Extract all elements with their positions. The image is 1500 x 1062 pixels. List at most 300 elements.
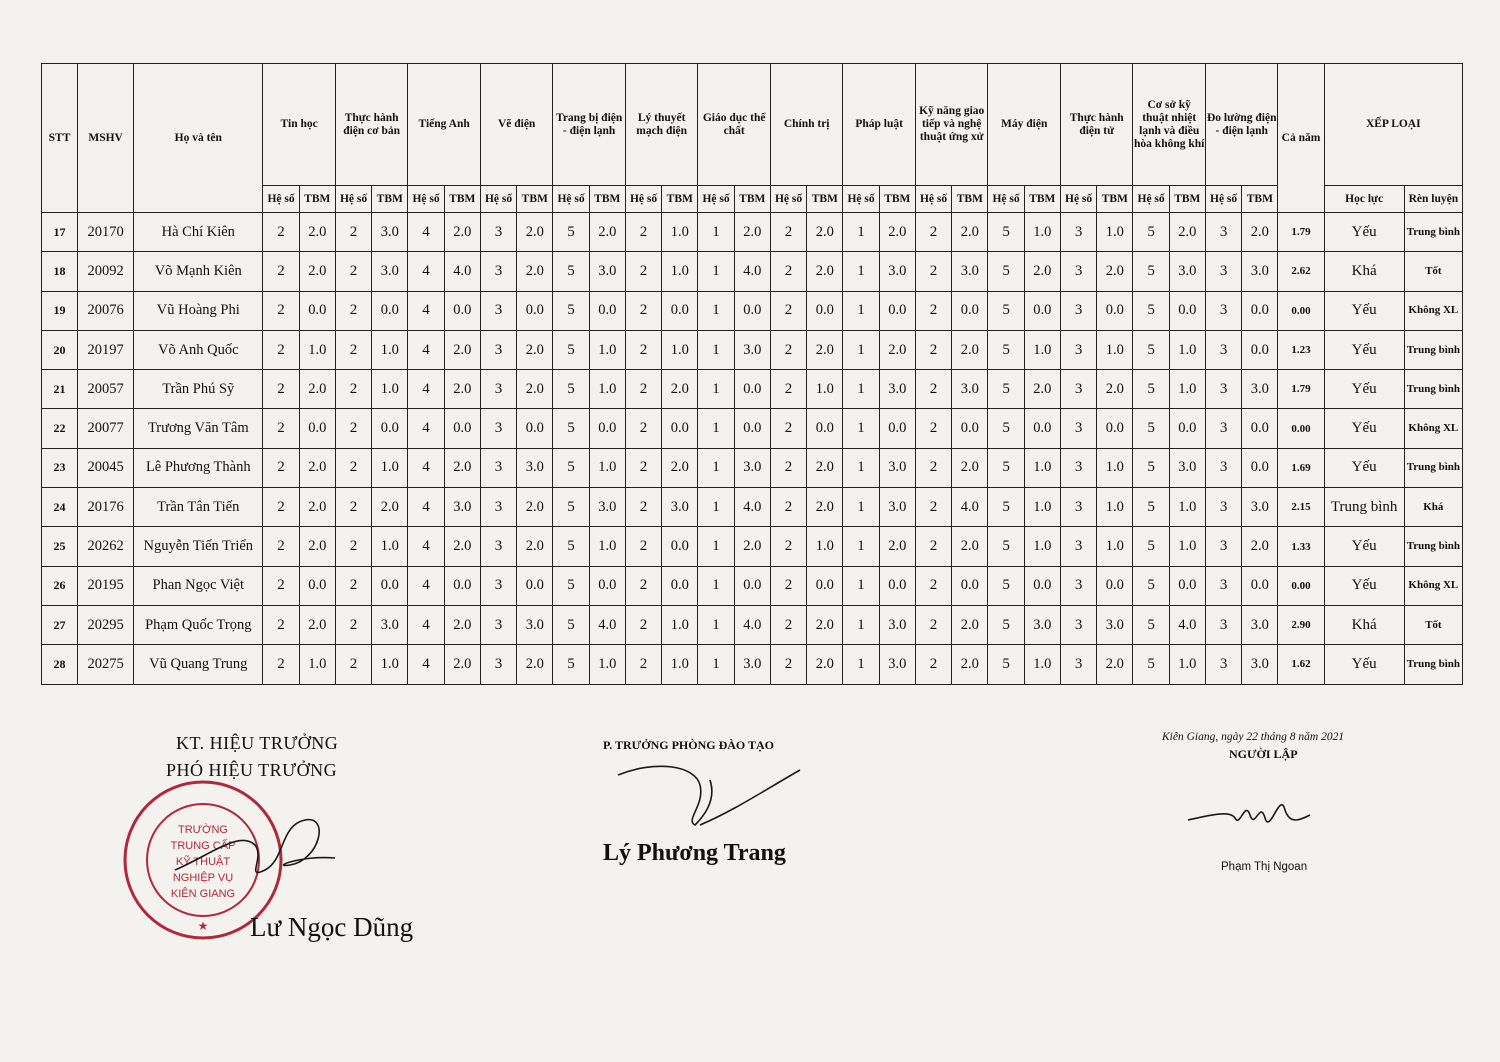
coef-cell: 2 — [770, 448, 806, 487]
coef-cell: 2 — [263, 645, 299, 684]
coef-cell: 2 — [625, 605, 661, 644]
tbm-cell: 0.0 — [734, 409, 770, 448]
subject-header: Thực hành điện cơ bản — [335, 64, 408, 186]
table-row — [42, 566, 1463, 605]
tbm-cell: 2.0 — [807, 330, 843, 369]
tbm-cell: 1.0 — [299, 330, 335, 369]
year-avg-cell: 1.79 — [1278, 213, 1324, 252]
name-cell: Trần Tân Tiến — [134, 488, 263, 527]
col-rank: XẾP LOẠI — [1324, 64, 1462, 186]
tbm-cell: 1.0 — [1169, 645, 1205, 684]
coef-cell: 1 — [698, 291, 734, 330]
subject-header: Tiếng Anh — [408, 64, 481, 186]
tbm-cell: 2.0 — [807, 448, 843, 487]
tbm-cell: 3.0 — [1242, 645, 1278, 684]
tbm-cell: 2.0 — [1169, 213, 1205, 252]
hoc-luc-cell: Khá — [1324, 252, 1404, 291]
coef-cell: 3 — [480, 252, 516, 291]
col-mshv: MSHV — [78, 64, 134, 213]
name-cell: Trần Phú Sỹ — [134, 370, 263, 409]
tbm-cell: 0.0 — [734, 291, 770, 330]
name-cell: Phan Ngọc Việt — [134, 566, 263, 605]
tbm-cell: 0.0 — [879, 566, 915, 605]
tbm-cell: 0.0 — [1242, 291, 1278, 330]
mshv-cell: 20195 — [78, 566, 134, 605]
coef-cell: 3 — [1205, 252, 1241, 291]
tbm-header: TBM — [444, 186, 480, 213]
tbm-cell: 1.0 — [372, 645, 408, 684]
tbm-cell: 1.0 — [589, 448, 625, 487]
coef-cell: 1 — [698, 409, 734, 448]
tbm-header: TBM — [517, 186, 553, 213]
coef-cell: 5 — [553, 645, 589, 684]
tbm-cell: 2.0 — [299, 252, 335, 291]
year-avg-cell: 0.00 — [1278, 409, 1324, 448]
coef-cell: 2 — [915, 566, 951, 605]
coef-cell: 3 — [1060, 252, 1096, 291]
coef-cell: 2 — [335, 566, 371, 605]
col-stt: STT — [42, 64, 78, 213]
name-cell: Nguyễn Tiến Triển — [134, 527, 263, 566]
tbm-cell: 3.0 — [879, 448, 915, 487]
mshv-cell: 20057 — [78, 370, 134, 409]
coef-cell: 2 — [625, 527, 661, 566]
tbm-cell: 2.0 — [952, 330, 988, 369]
tbm-cell: 1.0 — [1097, 488, 1133, 527]
hoc-luc-cell: Yếu — [1324, 645, 1404, 684]
tbm-cell: 1.0 — [589, 527, 625, 566]
preparer-name: Phạm Thị Ngoan — [1221, 861, 1308, 873]
subject-header: Tin học — [263, 64, 336, 186]
coef-cell: 5 — [553, 291, 589, 330]
table-row — [42, 527, 1463, 566]
tbm-cell: 2.0 — [589, 213, 625, 252]
tbm-cell: 3.0 — [444, 488, 480, 527]
hoc-luc-cell: Yếu — [1324, 566, 1404, 605]
tbm-cell: 1.0 — [1097, 213, 1133, 252]
coef-cell: 2 — [625, 370, 661, 409]
tbm-cell: 1.0 — [589, 330, 625, 369]
coef-cell: 1 — [843, 252, 879, 291]
coef-cell: 3 — [1205, 409, 1241, 448]
coef-cell: 1 — [698, 527, 734, 566]
tbm-cell: 0.0 — [299, 566, 335, 605]
coef-header: Hệ số — [988, 186, 1024, 213]
tbm-cell: 2.0 — [807, 488, 843, 527]
tbm-cell: 0.0 — [1169, 409, 1205, 448]
tbm-cell: 3.0 — [734, 330, 770, 369]
coef-cell: 2 — [263, 448, 299, 487]
tbm-header: TBM — [299, 186, 335, 213]
tbm-cell: 3.0 — [1242, 252, 1278, 291]
coef-cell: 1 — [843, 645, 879, 684]
mshv-cell: 20262 — [78, 527, 134, 566]
coef-cell: 5 — [1133, 370, 1169, 409]
coef-cell: 4 — [408, 527, 444, 566]
name-cell: Vũ Hoàng Phi — [134, 291, 263, 330]
coef-cell: 5 — [1133, 645, 1169, 684]
ren-luyen-header: Rèn luyện — [1404, 186, 1462, 213]
coef-cell: 3 — [1205, 566, 1241, 605]
coef-header: Hệ số — [1133, 186, 1169, 213]
tbm-cell: 2.0 — [734, 527, 770, 566]
coef-cell: 2 — [915, 370, 951, 409]
table-row — [42, 448, 1463, 487]
tbm-cell: 1.0 — [662, 605, 698, 644]
svg-text:KIÊN GIANG: KIÊN GIANG — [170, 888, 236, 900]
coef-cell: 3 — [1205, 527, 1241, 566]
hoc-luc-cell: Khá — [1324, 605, 1404, 644]
tbm-cell: 2.0 — [444, 370, 480, 409]
tbm-cell: 0.0 — [952, 409, 988, 448]
grades-table — [41, 63, 1463, 685]
coef-cell: 5 — [988, 566, 1024, 605]
subject-header: Thực hành điện tử — [1060, 64, 1133, 186]
coef-cell: 2 — [625, 330, 661, 369]
coef-cell: 2 — [915, 213, 951, 252]
coef-cell: 3 — [480, 330, 516, 369]
coef-cell: 3 — [480, 605, 516, 644]
tbm-header: TBM — [372, 186, 408, 213]
training-head-name: Lý Phương Trang — [603, 840, 786, 866]
coef-cell: 5 — [553, 605, 589, 644]
tbm-cell: 1.0 — [1024, 448, 1060, 487]
mshv-cell: 20170 — [78, 213, 134, 252]
coef-cell: 2 — [770, 566, 806, 605]
tbm-cell: 0.0 — [662, 409, 698, 448]
tbm-cell: 3.0 — [372, 252, 408, 291]
tbm-cell: 3.0 — [1169, 448, 1205, 487]
coef-cell: 2 — [335, 488, 371, 527]
training-head-signature — [615, 760, 805, 835]
name-cell: Võ Anh Quốc — [134, 330, 263, 369]
tbm-cell: 2.0 — [1097, 370, 1133, 409]
coef-cell: 5 — [1133, 527, 1169, 566]
tbm-cell: 1.0 — [662, 645, 698, 684]
tbm-header: TBM — [662, 186, 698, 213]
coef-cell: 3 — [480, 527, 516, 566]
table-row — [42, 330, 1463, 369]
mshv-cell: 20275 — [78, 645, 134, 684]
tbm-cell: 0.0 — [1024, 409, 1060, 448]
tbm-cell: 0.0 — [589, 291, 625, 330]
tbm-header: TBM — [1024, 186, 1060, 213]
name-cell: Hà Chí Kiên — [134, 213, 263, 252]
coef-cell: 5 — [1133, 409, 1169, 448]
coef-cell: 2 — [625, 566, 661, 605]
tbm-cell: 2.0 — [299, 448, 335, 487]
year-avg-cell: 1.23 — [1278, 330, 1324, 369]
tbm-cell: 0.0 — [807, 566, 843, 605]
tbm-header: TBM — [734, 186, 770, 213]
table-row — [42, 409, 1463, 448]
tbm-cell: 0.0 — [299, 409, 335, 448]
training-head-title: P. TRƯỞNG PHÒNG ĐÀO TẠO — [603, 738, 775, 752]
coef-cell: 3 — [1205, 291, 1241, 330]
coef-cell: 2 — [625, 488, 661, 527]
tbm-cell: 3.0 — [662, 488, 698, 527]
coef-header: Hệ số — [1205, 186, 1241, 213]
coef-header: Hệ số — [1060, 186, 1096, 213]
coef-cell: 2 — [335, 252, 371, 291]
coef-cell: 5 — [553, 448, 589, 487]
coef-cell: 4 — [408, 409, 444, 448]
coef-cell: 5 — [553, 488, 589, 527]
tbm-cell: 1.0 — [1169, 527, 1205, 566]
tbm-cell: 0.0 — [589, 409, 625, 448]
coef-cell: 2 — [263, 605, 299, 644]
coef-cell: 2 — [263, 409, 299, 448]
coef-cell: 4 — [408, 605, 444, 644]
coef-cell: 3 — [1060, 448, 1096, 487]
tbm-cell: 4.0 — [1169, 605, 1205, 644]
tbm-header: TBM — [952, 186, 988, 213]
coef-header: Hệ số — [553, 186, 589, 213]
subject-header: Cơ sở kỹ thuật nhiệt lạnh và điều hòa không khí — [1133, 64, 1206, 186]
mshv-cell: 20045 — [78, 448, 134, 487]
name-cell: Võ Mạnh Kiên — [134, 252, 263, 291]
ren-luyen-cell: Trung bình — [1404, 448, 1462, 487]
tbm-cell: 4.0 — [734, 488, 770, 527]
coef-cell: 1 — [698, 448, 734, 487]
svg-text:KỸ THUẬT: KỸ THUẬT — [175, 856, 231, 868]
coef-cell: 3 — [480, 213, 516, 252]
coef-cell: 5 — [1133, 605, 1169, 644]
tbm-cell: 1.0 — [589, 645, 625, 684]
coef-cell: 2 — [335, 370, 371, 409]
coef-cell: 5 — [988, 213, 1024, 252]
tbm-cell: 2.0 — [952, 213, 988, 252]
coef-cell: 2 — [770, 291, 806, 330]
coef-cell: 2 — [625, 409, 661, 448]
svg-text:TRƯỜNG: TRƯỜNG — [178, 824, 228, 836]
coef-cell: 3 — [1205, 605, 1241, 644]
coef-cell: 1 — [843, 566, 879, 605]
coef-cell: 1 — [843, 488, 879, 527]
tbm-cell: 3.0 — [517, 448, 553, 487]
ren-luyen-cell: Không XL — [1404, 566, 1462, 605]
coef-cell: 4 — [408, 488, 444, 527]
tbm-cell: 2.0 — [952, 605, 988, 644]
coef-cell: 5 — [553, 409, 589, 448]
coef-cell: 5 — [988, 291, 1024, 330]
tbm-cell: 3.0 — [952, 370, 988, 409]
coef-cell: 2 — [335, 213, 371, 252]
tbm-cell: 1.0 — [1024, 213, 1060, 252]
tbm-cell: 1.0 — [299, 645, 335, 684]
coef-cell: 5 — [1133, 566, 1169, 605]
coef-cell: 3 — [1060, 291, 1096, 330]
table-body — [42, 213, 1463, 685]
coef-cell: 5 — [988, 409, 1024, 448]
coef-cell: 3 — [1060, 370, 1096, 409]
tbm-header: TBM — [1097, 186, 1133, 213]
ren-luyen-cell: Trung bình — [1404, 645, 1462, 684]
coef-cell: 3 — [1060, 213, 1096, 252]
coef-cell: 5 — [553, 527, 589, 566]
tbm-cell: 2.0 — [807, 213, 843, 252]
coef-cell: 4 — [408, 291, 444, 330]
name-cell: Lê Phương Thành — [134, 448, 263, 487]
coef-cell: 2 — [770, 370, 806, 409]
coef-cell: 2 — [915, 448, 951, 487]
tbm-header: TBM — [1169, 186, 1205, 213]
svg-text:TRUNG CẤP: TRUNG CẤP — [170, 840, 236, 852]
stt-cell: 27 — [42, 605, 78, 644]
stt-cell: 17 — [42, 213, 78, 252]
hoc-luc-cell: Yếu — [1324, 291, 1404, 330]
tbm-cell: 3.0 — [372, 213, 408, 252]
tbm-cell: 2.0 — [299, 527, 335, 566]
hoc-luc-cell: Yếu — [1324, 330, 1404, 369]
coef-cell: 2 — [263, 527, 299, 566]
coef-cell: 2 — [263, 370, 299, 409]
coef-cell: 2 — [625, 448, 661, 487]
name-cell: Trương Văn Tâm — [134, 409, 263, 448]
tbm-cell: 2.0 — [1242, 527, 1278, 566]
tbm-cell: 3.0 — [879, 645, 915, 684]
svg-text:NGHIỆP VỤ: NGHIỆP VỤ — [172, 872, 234, 884]
coef-cell: 5 — [988, 370, 1024, 409]
coef-cell: 2 — [770, 645, 806, 684]
coef-cell: 5 — [553, 252, 589, 291]
hoc-luc-cell: Trung bình — [1324, 488, 1404, 527]
tbm-cell: 0.0 — [662, 566, 698, 605]
tbm-cell: 2.0 — [517, 213, 553, 252]
tbm-cell: 0.0 — [1024, 291, 1060, 330]
coef-cell: 2 — [263, 488, 299, 527]
coef-cell: 1 — [843, 448, 879, 487]
tbm-cell: 0.0 — [1169, 291, 1205, 330]
coef-cell: 1 — [698, 605, 734, 644]
tbm-cell: 2.0 — [734, 213, 770, 252]
coef-cell: 3 — [1205, 645, 1241, 684]
tbm-cell: 2.0 — [299, 370, 335, 409]
coef-header: Hệ số — [698, 186, 734, 213]
coef-cell: 2 — [915, 330, 951, 369]
year-avg-cell: 2.62 — [1278, 252, 1324, 291]
tbm-cell: 0.0 — [444, 566, 480, 605]
coef-header: Hệ số — [915, 186, 951, 213]
subject-header: Pháp luật — [843, 64, 916, 186]
coef-cell: 5 — [553, 566, 589, 605]
coef-cell: 3 — [1205, 330, 1241, 369]
tbm-cell: 3.0 — [1097, 605, 1133, 644]
tbm-cell: 0.0 — [1242, 566, 1278, 605]
stt-cell: 28 — [42, 645, 78, 684]
tbm-header: TBM — [589, 186, 625, 213]
tbm-cell: 2.0 — [1097, 645, 1133, 684]
tbm-cell: 2.0 — [662, 370, 698, 409]
coef-cell: 1 — [698, 370, 734, 409]
name-cell: Phạm Quốc Trọng — [134, 605, 263, 644]
subject-header: Đo lường điện - điện lạnh — [1205, 64, 1278, 186]
coef-cell: 1 — [698, 488, 734, 527]
tbm-cell: 2.0 — [444, 645, 480, 684]
coef-cell: 3 — [480, 291, 516, 330]
tbm-cell: 1.0 — [1169, 370, 1205, 409]
coef-cell: 5 — [1133, 488, 1169, 527]
coef-cell: 4 — [408, 645, 444, 684]
stt-cell: 20 — [42, 330, 78, 369]
coef-header: Hệ số — [263, 186, 299, 213]
subject-header: Kỹ năng giao tiếp và nghệ thuật ứng xử — [915, 64, 988, 186]
coef-cell: 1 — [698, 213, 734, 252]
coef-header: Hệ số — [480, 186, 516, 213]
coef-cell: 2 — [915, 252, 951, 291]
tbm-cell: 0.0 — [444, 291, 480, 330]
coef-cell: 5 — [1133, 252, 1169, 291]
preparer-signature — [1185, 780, 1315, 850]
tbm-cell: 0.0 — [1242, 330, 1278, 369]
coef-cell: 2 — [625, 213, 661, 252]
coef-cell: 4 — [408, 213, 444, 252]
coef-cell: 2 — [625, 291, 661, 330]
coef-cell: 3 — [480, 566, 516, 605]
coef-cell: 3 — [1205, 213, 1241, 252]
mshv-cell: 20077 — [78, 409, 134, 448]
coef-cell: 3 — [1060, 409, 1096, 448]
coef-cell: 3 — [480, 409, 516, 448]
tbm-cell: 1.0 — [1097, 330, 1133, 369]
coef-cell: 1 — [698, 645, 734, 684]
coef-cell: 2 — [335, 409, 371, 448]
subject-header: Chính trị — [770, 64, 843, 186]
tbm-cell: 0.0 — [589, 566, 625, 605]
tbm-cell: 0.0 — [1024, 566, 1060, 605]
grade-sheet — [41, 63, 1463, 685]
coef-cell: 5 — [988, 448, 1024, 487]
coef-cell: 2 — [915, 645, 951, 684]
tbm-cell: 0.0 — [807, 409, 843, 448]
coef-cell: 2 — [335, 527, 371, 566]
tbm-cell: 2.0 — [444, 330, 480, 369]
tbm-cell: 3.0 — [589, 252, 625, 291]
tbm-cell: 2.0 — [299, 605, 335, 644]
coef-cell: 3 — [480, 370, 516, 409]
tbm-cell: 2.0 — [299, 488, 335, 527]
tbm-cell: 0.0 — [734, 566, 770, 605]
principal-title: KT. HIỆU TRƯỞNG — [176, 733, 339, 753]
ren-luyen-cell: Trung bình — [1404, 370, 1462, 409]
tbm-cell: 2.0 — [952, 527, 988, 566]
tbm-cell: 2.0 — [517, 330, 553, 369]
coef-cell: 4 — [408, 330, 444, 369]
hoc-luc-cell: Yếu — [1324, 409, 1404, 448]
tbm-cell: 2.0 — [444, 213, 480, 252]
tbm-cell: 0.0 — [879, 409, 915, 448]
tbm-cell: 1.0 — [1097, 448, 1133, 487]
tbm-cell: 2.0 — [444, 448, 480, 487]
ren-luyen-cell: Không XL — [1404, 291, 1462, 330]
coef-cell: 2 — [770, 252, 806, 291]
year-avg-cell: 0.00 — [1278, 291, 1324, 330]
tbm-cell: 0.0 — [662, 291, 698, 330]
coef-cell: 1 — [843, 370, 879, 409]
tbm-cell: 0.0 — [952, 291, 988, 330]
tbm-cell: 1.0 — [662, 213, 698, 252]
ren-luyen-cell: Không XL — [1404, 409, 1462, 448]
tbm-cell: 2.0 — [1097, 252, 1133, 291]
year-avg-cell: 1.33 — [1278, 527, 1324, 566]
subject-header: Lý thuyết mạch điện — [625, 64, 698, 186]
coef-cell: 5 — [553, 370, 589, 409]
coef-cell: 3 — [1205, 370, 1241, 409]
coef-cell: 2 — [263, 213, 299, 252]
coef-cell: 2 — [335, 330, 371, 369]
table-row — [42, 370, 1463, 409]
year-avg-cell: 2.15 — [1278, 488, 1324, 527]
